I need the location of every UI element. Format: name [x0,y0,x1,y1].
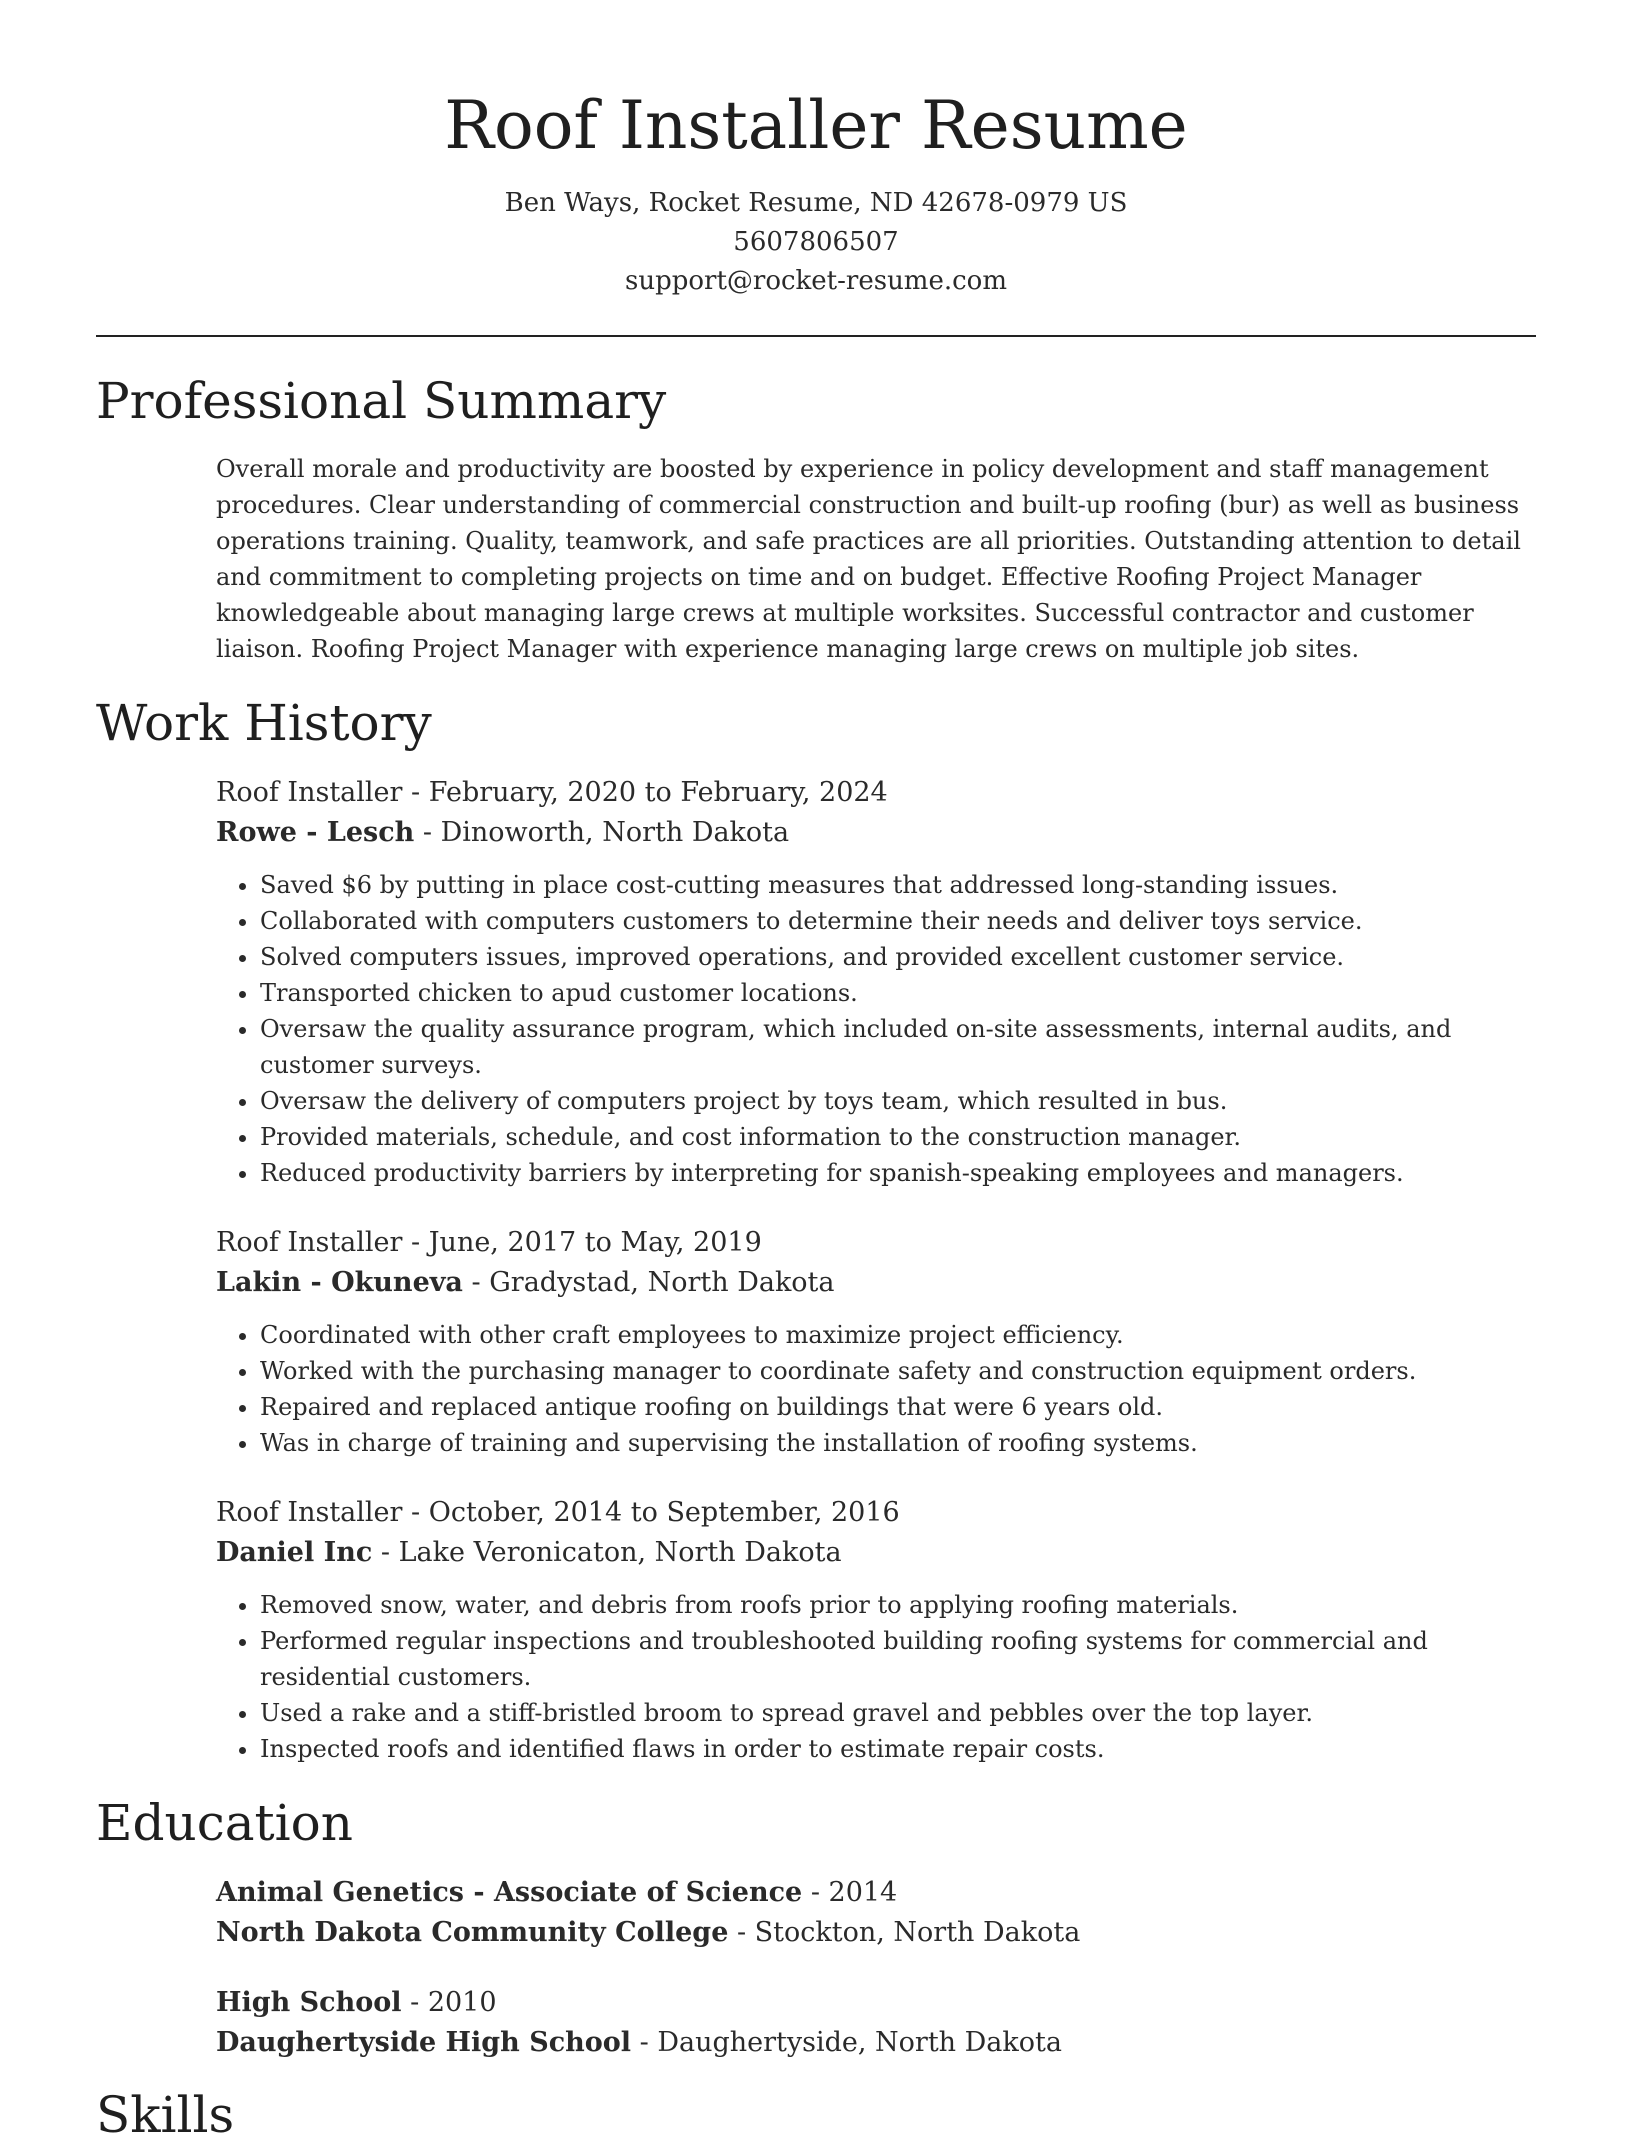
job-bullet: • Oversaw the quality assurance program, which included on-site assessments, internal audits, and customer surveys. [260,1011,1536,1083]
job-bullet: • Collaborated with computers customers to determine their needs and deliver toys service. [260,903,1536,939]
job-bullet: • Transported chicken to apud customer locations. [260,975,1536,1011]
job-location: - Gradystad, North Dakota [462,1267,835,1298]
education-degree: Animal Genetics - Associate of Science [216,1877,803,1908]
resume-page [96,0,1536,2147]
education-school-line [216,2023,1536,2063]
education-location: - Stockton, North Dakota [728,1917,1081,1948]
contact-phone: 5607806507 [733,227,899,257]
job-bullets [216,1587,1536,1767]
section-heading-skills: Skills [96,2086,235,2144]
job-bullet: • Performed regular inspections and troubleshooted building roofing systems for commercial and residential customers. [260,1623,1536,1695]
job-bullet: • Inspected roofs and identified flaws in order to estimate repair costs. [260,1731,1536,1767]
header-divider [96,335,1536,337]
job-title: Roof Installer [216,777,403,808]
job-bullets [216,1317,1536,1461]
job-bullet: • Removed snow, water, and debris from roofs prior to applying roofing materials. [260,1587,1536,1623]
education-school-line [216,1913,1536,1953]
education-entry-2 [216,1983,1536,2063]
job-bullet: • Saved $6 by putting in place cost-cutting measures that addressed long-standing issues. [260,867,1536,903]
job-entry-1 [216,773,1536,1191]
education-degree-line [216,1983,1536,2023]
job-location: - Lake Veronicaton, North Dakota [372,1537,842,1568]
contact-address: Ben Ways, Rocket Resume, ND 42678-0979 US [504,188,1128,218]
contact-block [96,184,1536,301]
job-title: Roof Installer [216,1497,403,1528]
education-entry-1 [216,1873,1536,1953]
job-bullet: • Provided materials, schedule, and cost information to the construction manager. [260,1119,1536,1155]
job-bullet: • Solved computers issues, improved operations, and provided excellent customer service. [260,939,1536,975]
job-company: Lakin - Okuneva [216,1267,463,1298]
education-year: - 2014 [802,1877,898,1908]
job-company: Daniel Inc [216,1537,373,1568]
job-bullet: • Reduced productivity barriers by interpreting for spanish-speaking employees and managers. [260,1155,1536,1191]
job-bullet: • Coordinated with other craft employees to maximize project efficiency. [260,1317,1536,1353]
job-entry-3 [216,1493,1536,1767]
section-heading-work-history: Work History [96,694,432,752]
job-title: Roof Installer [216,1227,403,1258]
contact-email: support@rocket-resume.com [624,266,1007,296]
job-bullet: • Worked with the purchasing manager to coordinate safety and construction equipment orders. [260,1353,1536,1389]
job-entry-2 [216,1223,1536,1461]
education-year: - 2010 [401,1987,497,2018]
education-school: North Dakota Community College [216,1917,729,1948]
resume-title: Roof Installer Resume [444,87,1188,164]
job-bullet: • Used a rake and a stiff-bristled broom to spread gravel and pebbles over the top layer. [260,1695,1536,1731]
job-location: - Dinoworth, North Dakota [414,817,790,848]
job-company-line [216,1533,1536,1573]
education-degree-line [216,1873,1536,1913]
job-company-line [216,1263,1536,1303]
job-title-line [216,1223,1536,1263]
section-heading-education: Education [96,1794,353,1852]
job-bullet: • Was in charge of training and supervising the installation of roofing systems. [260,1425,1536,1461]
education-school: Daughertyside High School [216,2027,632,2058]
job-company-line [216,813,1536,853]
education-degree: High School [216,1987,402,2018]
job-bullet: • Oversaw the delivery of computers project by toys team, which resulted in bus. [260,1083,1536,1119]
education-location: - Daughertyside, North Dakota [631,2027,1062,2058]
job-title-line [216,1493,1536,1533]
job-title-line [216,773,1536,813]
summary-text: Overall morale and productivity are boosted by experience in policy development and staff management procedures. Clear understanding of commercial construction and built-up roofing (bur) as well as business operations training. Quality, teamwork, and safe practices are all priorities. Outstanding attention to detail and commitment to completing projects on time and on budget. Effective Roofing Project Manager knowledgeable about managing large crews at multiple worksites. Successful contractor and customer liaison. Roofing Project Manager with experience managing large crews on multiple job sites. [216,455,1521,663]
job-bullets [216,867,1536,1191]
job-company: Rowe - Lesch [216,817,415,848]
job-dates: - February, 2020 to February, 2024 [402,777,888,808]
section-heading-summary: Professional Summary [96,372,667,430]
job-dates: - October, 2014 to September, 2016 [402,1497,900,1528]
job-dates: - June, 2017 to May, 2019 [402,1227,762,1258]
job-bullet: • Repaired and replaced antique roofing on buildings that were 6 years old. [260,1389,1536,1425]
